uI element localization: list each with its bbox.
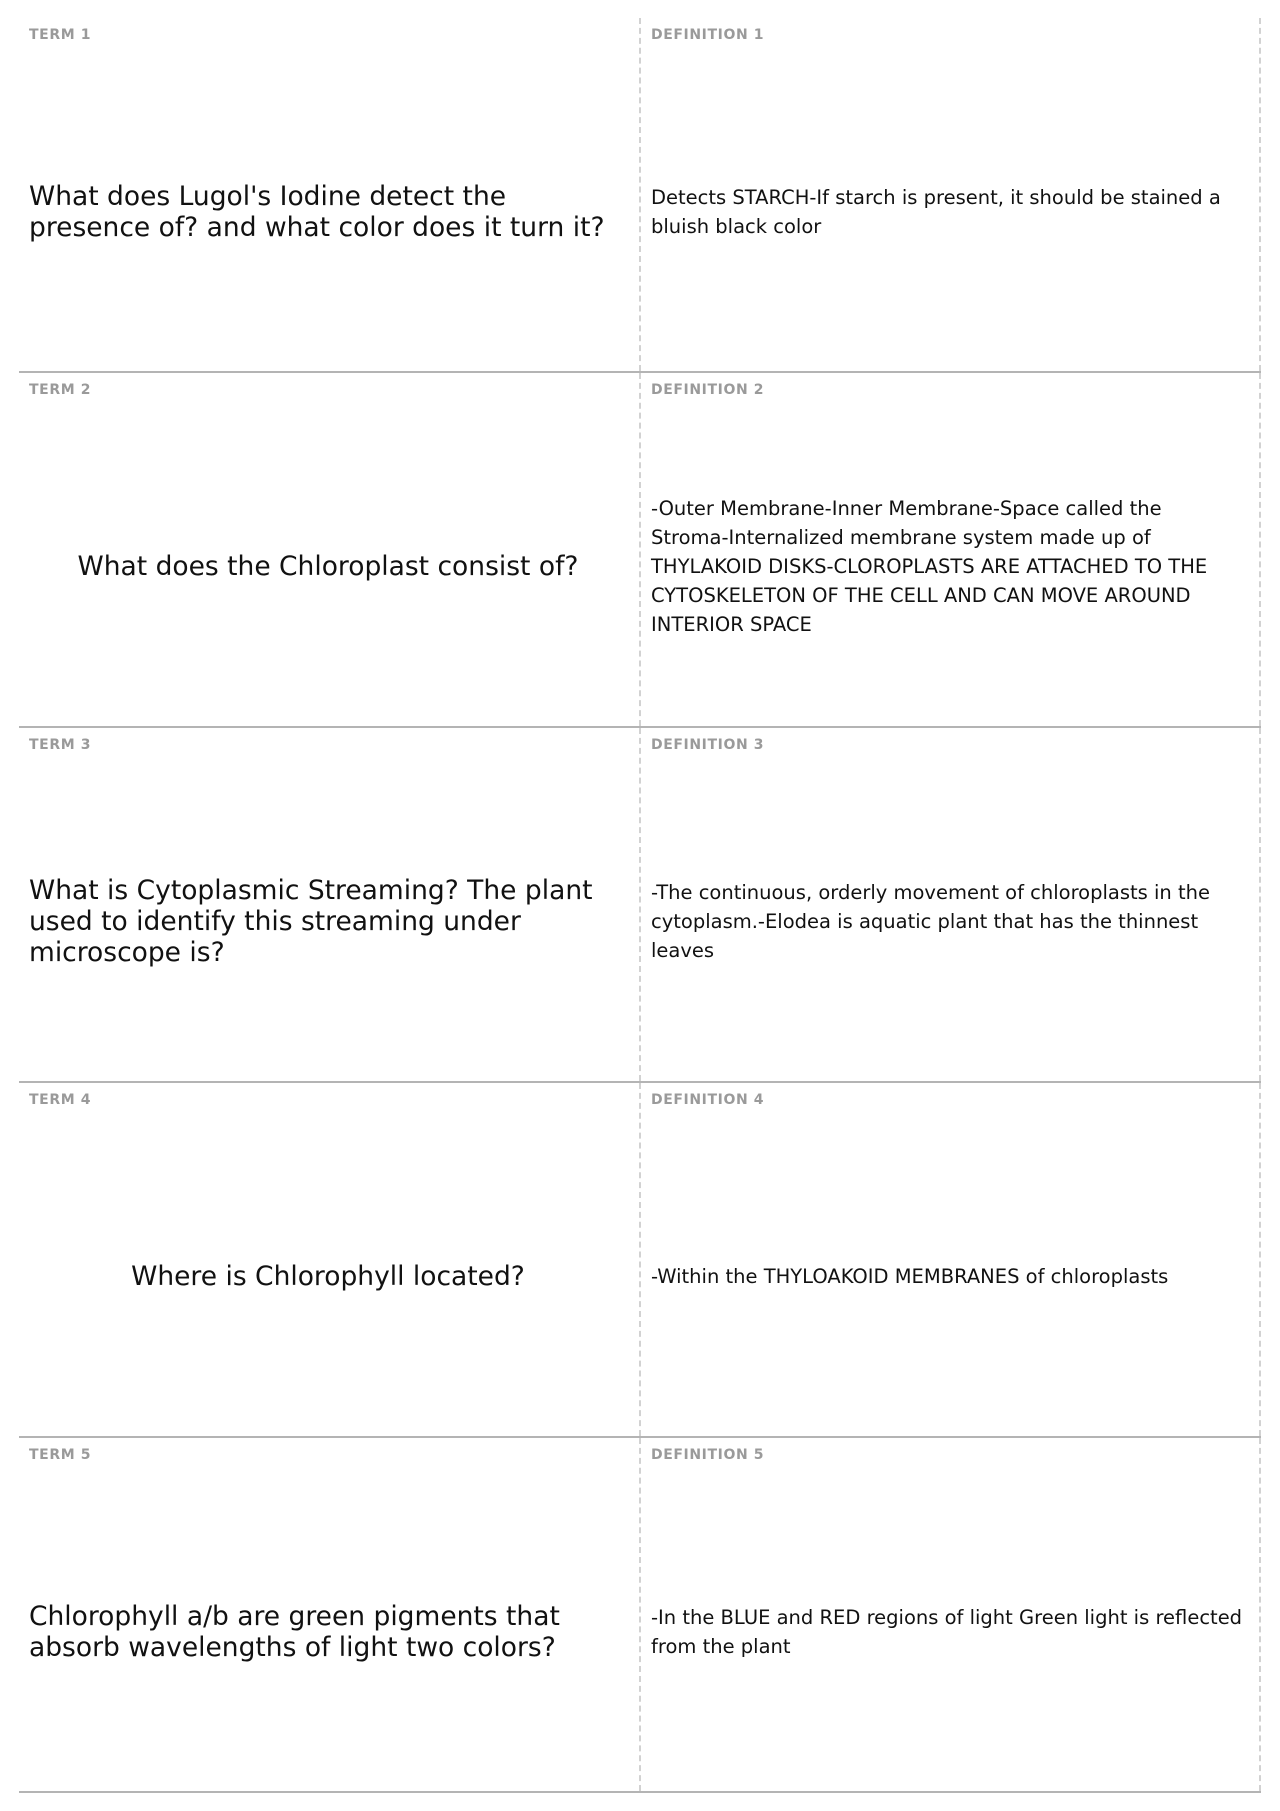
definition-cell [641,1083,1261,1436]
term-text: Where is Chlorophyll located? [131,1261,525,1292]
definition-cell [641,18,1261,371]
definition-content [651,407,1245,726]
definition-cell [641,1438,1261,1791]
definition-label: DEFINITION 3 [651,737,765,753]
definition-text: -Outer Membrane-Inner Membrane-Space called the Stroma-Internalized membrane system made up of THYLAKOID DISKS-CLOROPLASTS ARE ATTACHED TO THE CYTOSKELETON OF THE CELL AND CAN MOVE AROUND INTERIOR SPACE [651,497,1208,636]
definition-text: -Within the THYLOAKOID MEMBRANES of chloroplasts [651,1265,1169,1288]
flashcard-row-5 [19,1438,1261,1793]
definition-label: DEFINITION 5 [651,1447,765,1463]
term-text: What is Cytoplasmic Streaming? The plant used to identify this streaming under microscope is? [29,875,593,968]
term-cell [19,728,641,1081]
term-text: What does the Chloroplast consist of? [77,551,579,582]
flashcard-row-2 [19,373,1261,728]
term-label: TERM 2 [29,382,92,398]
term-content [29,407,627,726]
definition-content [651,52,1245,371]
definition-cell [641,728,1261,1081]
term-label: TERM 4 [29,1092,92,1108]
term-cell [19,18,641,371]
definition-text: -In the BLUE and RED regions of light Green light is reflected from the plant [651,1605,1243,1658]
definition-label: DEFINITION 2 [651,382,765,398]
flashcard-row-4 [19,1083,1261,1438]
term-cell [19,373,641,726]
definition-content [651,1117,1245,1436]
term-cell [19,1438,641,1791]
term-content [29,52,627,371]
term-label: TERM 5 [29,1447,92,1463]
definition-cell [641,373,1261,726]
definition-label: DEFINITION 4 [651,1092,765,1108]
term-content [29,1117,627,1436]
definition-text: -The continuous, orderly movement of chloroplasts in the cytoplasm.-Elodea is aquatic plant that has the thinnest leaves [651,881,1210,962]
definition-text: Detects STARCH-If starch is present, it should be stained a bluish black color [651,185,1221,238]
term-content [29,1472,627,1791]
term-label: TERM 3 [29,737,92,753]
term-content [29,762,627,1081]
definition-content [651,762,1245,1081]
term-cell [19,1083,641,1436]
definition-label: DEFINITION 1 [651,27,765,43]
flashcard-row-1 [19,18,1261,373]
term-label: TERM 1 [29,27,92,43]
term-text: Chlorophyll a/b are green pigments that absorb wavelengths of light two colors? [29,1600,560,1663]
flashcard-row-3 [19,728,1261,1083]
term-text: What does Lugol's Iodine detect the presence of? and what color does it turn it? [29,180,605,243]
definition-content [651,1472,1245,1791]
